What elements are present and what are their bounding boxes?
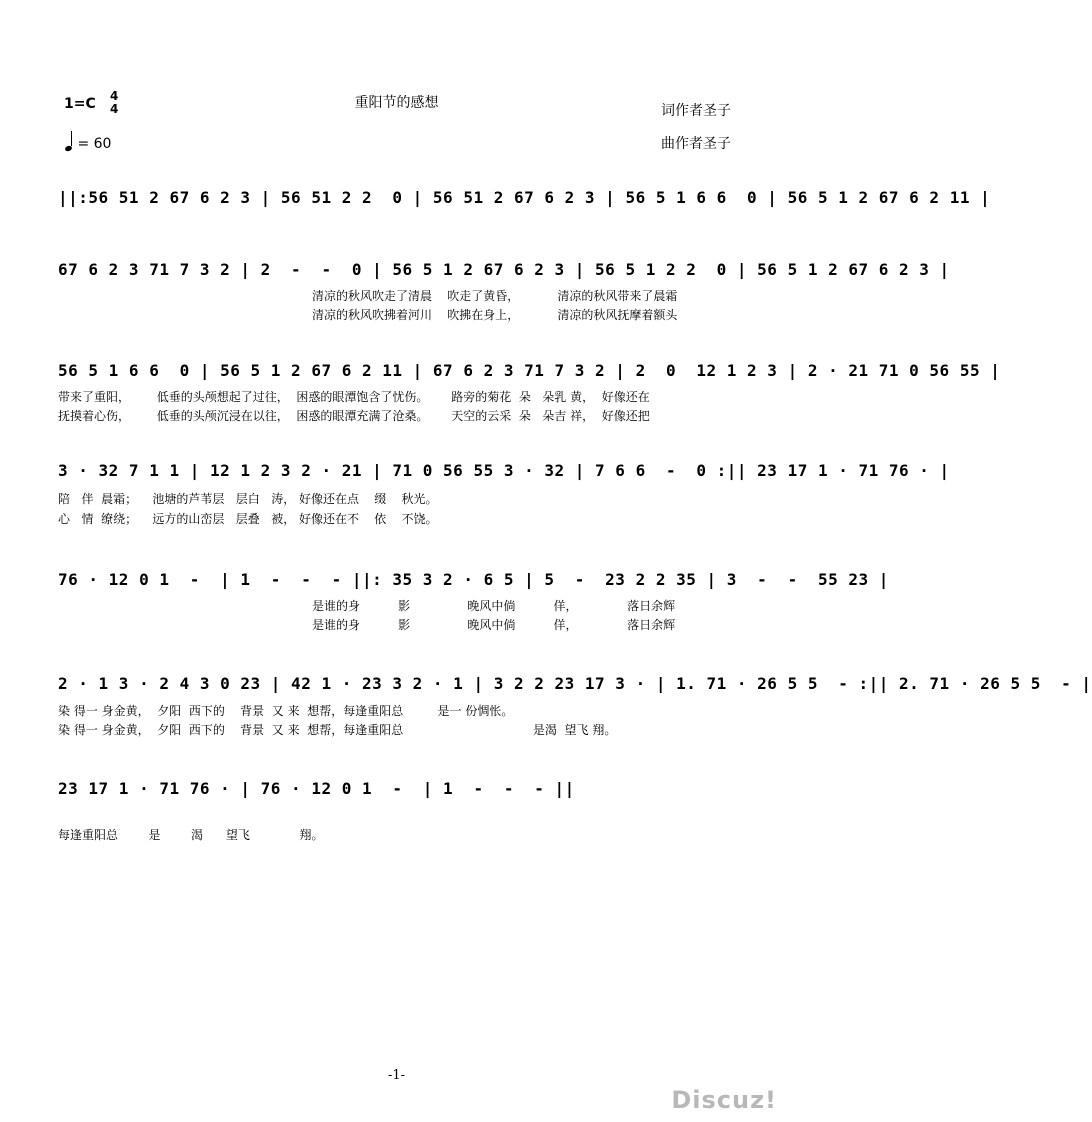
staff-line-7: 23 17 1 · 71 76 · | 76 · 12 0 1 - | 1 - - - ||	[58, 779, 575, 798]
lyric-line-4-verse-2: 心 情 缭绕； 远方的山峦层 层叠 被， 好像还在不 依 不饶。	[58, 512, 438, 526]
tempo-marking	[65, 133, 111, 152]
time-signature-top: 4	[110, 89, 119, 103]
lyricist-credit: 词作者圣子	[661, 103, 731, 119]
lyric-line-7-verse-1: 每逢重阳总 是 渴 望飞 翔。	[58, 828, 324, 842]
lyric-line-6-verse-1: 染 得一 身金黄， 夕阳 西下的 背景 又 来 想帮，每逢重阳总 是一 份惆怅。	[58, 704, 514, 718]
staff-line-1: ||:56 51 2 67 6 2 3 | 56 51 2 2 0 | 56 51 2 67 6 2 3 | 56 5 1 6 6 0 | 56 5 1 2 67 6 2 11 |	[58, 188, 991, 207]
composer-credit: 曲作者圣子	[661, 136, 731, 152]
song-title: 重阳节的感想	[354, 95, 439, 111]
staff-line-2: 67 6 2 3 71 7 3 2 | 2 - - 0 | 56 5 1 2 67 6 2 3 | 56 5 1 2 2 0 | 56 5 1 2 67 6 2 3 |	[58, 260, 950, 279]
time-signature-bottom: 4	[110, 102, 119, 116]
page-number: -1-	[387, 1068, 406, 1083]
lyric-line-3-verse-2: 抚摸着心伤， 低垂的头颅沉浸在以往， 困惑的眼潭充满了沧桑。 天空的云采 朵 朵吉 祥， 好像还把	[58, 409, 650, 423]
quarter-note-icon	[64, 145, 72, 152]
time-signature	[110, 90, 118, 116]
staff-line-5: 76 · 12 0 1 - | 1 - - - ||: 35 3 2 · 6 5 | 5 - 23 2 2 35 | 3 - - 55 23 |	[58, 570, 889, 589]
staff-line-6: 2 · 1 3 · 2 4 3 0 23 | 42 1 · 23 3 2 · 1 | 3 2 2 23 17 3 · | 1. 71 · 26 5 5 - :|| 2. 71 · 26 5 5 - |	[58, 674, 1092, 693]
lyric-line-5-verse-2: 是谁的身 影 晚风中倘 佯， 落日余辉	[312, 618, 676, 632]
lyric-line-5-verse-1: 是谁的身 影 晚风中倘 佯， 落日余辉	[312, 599, 676, 613]
lyric-line-4-verse-1: 陪 伴 晨霜； 池塘的芦苇层 层白 涛， 好像还在点 缀 秋光。	[58, 492, 438, 506]
lyric-line-3-verse-1: 带来了重阳， 低垂的头颅想起了过往， 困惑的眼潭饱含了忧伤。 路旁的菊花 朵 朵乳 黄， 好像还在	[58, 390, 650, 404]
lyric-line-6-verse-2: 染 得一 身金黄， 夕阳 西下的 背景 又 来 想帮，每逢重阳总 是渴 望飞 翔。	[58, 723, 617, 737]
staff-line-4: 3 · 32 7 1 1 | 12 1 2 3 2 · 21 | 71 0 56 55 3 · 32 | 7 6 6 - 0 :|| 23 17 1 · 71 76 · |	[58, 461, 950, 480]
watermark: Discuz!	[671, 1086, 777, 1114]
staff-line-3: 56 5 1 6 6 0 | 56 5 1 2 67 6 2 11 | 67 6 2 3 71 7 3 2 | 2 0 12 1 2 3 | 2 · 21 71 0 56 55 |	[58, 361, 1001, 380]
lyric-line-2-verse-1: 清凉的秋风吹走了清晨 吹走了黄昏， 清凉的秋风带来了晨霜	[312, 289, 678, 303]
tempo-value: = 60	[77, 136, 112, 152]
key-signature: 1=C	[64, 96, 96, 112]
lyric-line-2-verse-2: 清凉的秋风吹拂着河川 吹拂在身上， 清凉的秋风抚摩着额头	[312, 308, 678, 322]
